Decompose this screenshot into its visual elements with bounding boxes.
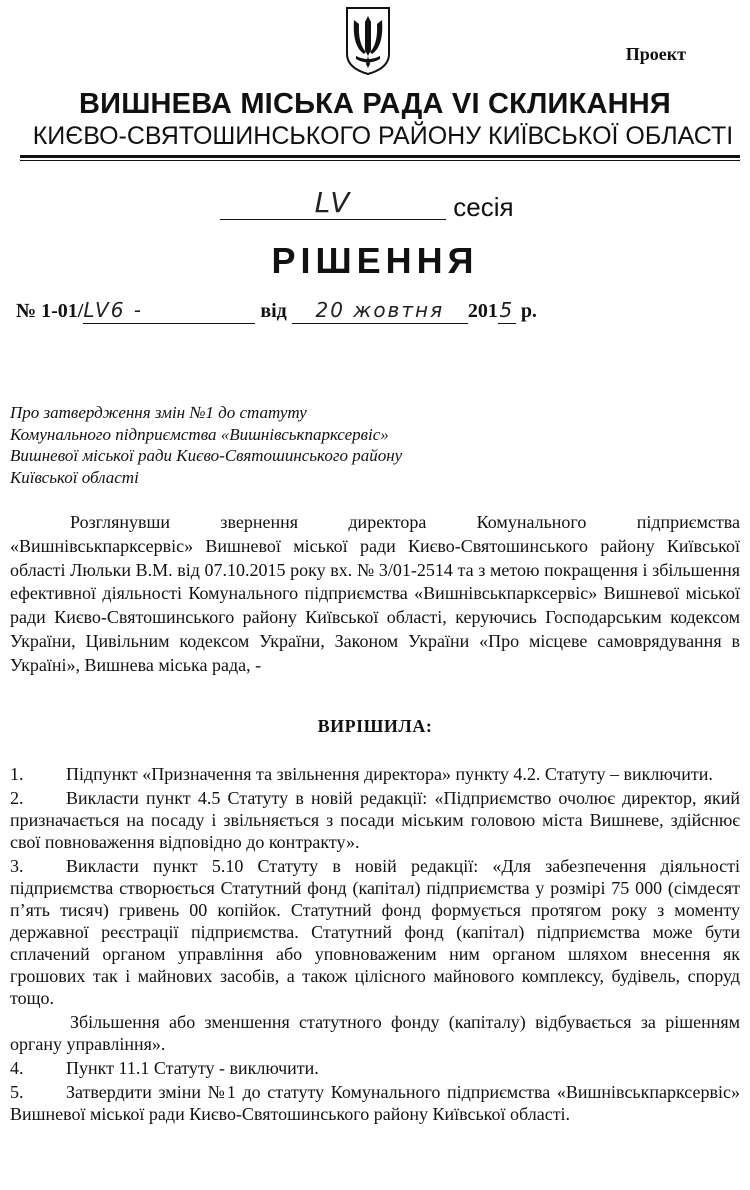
session-label: сесія xyxy=(453,192,514,222)
list-item xyxy=(10,1057,740,1079)
draft-label: Проект xyxy=(625,44,686,64)
decree-number-field xyxy=(83,298,255,324)
decree-number-line xyxy=(16,298,537,324)
item-number: 3. xyxy=(10,856,24,876)
session-line xyxy=(220,186,514,224)
item-number: 5. xyxy=(10,1082,24,1102)
decree-year-suffix: р. xyxy=(520,300,537,322)
list-item xyxy=(10,787,740,853)
decree-date-field xyxy=(292,298,468,324)
session-number-field xyxy=(220,186,446,220)
item-number: 1. xyxy=(10,764,24,784)
decree-year-prefix: 201 xyxy=(467,300,498,322)
decision-items xyxy=(10,763,740,1125)
decree-date-prefix: від xyxy=(260,300,287,322)
district-title: КИЄВО-СВЯТОШИНСЬКОГО РАЙОНУ КИЇВСЬКОЇ ОБЛАСТІ xyxy=(32,122,734,150)
document-title: РІШЕННЯ xyxy=(271,240,479,281)
decree-year-field xyxy=(498,298,516,324)
decree-number-prefix: № 1-01/ xyxy=(16,300,84,322)
item-text: Підпункт «Призначення та звільнення директора» пункту 4.2. Статуту – виключити. xyxy=(66,764,713,784)
list-item xyxy=(10,1081,740,1125)
session-number: LV xyxy=(314,186,352,219)
intro-text: Розглянувши звернення директора Комунального підприємства «Вишнівськпарксервіс» Вишневої міської ради Києво-Святошинського району Київської області Люльки В.М. від 07.10.2015 року вх. № 3/01-2514 та з метою покращення і збільшення ефективної діяльності Комунального підприємства «Вишнівськпарксервіс» Вишневої міської ради Києво-Святошинського району Київської області, керуючись Господарським кодексом України, Цивільним кодексом України, Законом України «Про місцеве самоврядування в Україні», Вишнева міська рада, - xyxy=(10,512,740,675)
item-text: Пункт 11.1 Статуту - виключити. xyxy=(66,1058,319,1078)
subject-line: Про затвердження змін №1 до статуту xyxy=(10,403,307,422)
subject-line: Київської області xyxy=(10,467,139,487)
coat-of-arms-icon xyxy=(344,6,392,76)
header-rule-thin xyxy=(20,160,740,161)
item-number: 4. xyxy=(10,1058,24,1078)
resolved-heading: ВИРІШИЛА: xyxy=(317,716,433,736)
list-item-continuation xyxy=(10,1011,740,1055)
list-item xyxy=(10,855,740,1009)
intro-paragraph xyxy=(10,511,740,678)
decree-number-value: LV6 - xyxy=(83,298,143,322)
council-title: ВИШНЕВА МІСЬКА РАДА VI СКЛИКАННЯ xyxy=(79,88,671,120)
header-rule-thick xyxy=(20,155,740,158)
subject-line: Комунального підприємства «Вишнівськпарксервіс» xyxy=(10,424,389,444)
item-text: Збільшення або зменшення статутного фонду (капіталу) відбувається за рішенням органу управління». xyxy=(10,1012,740,1054)
decree-date-value: 20 жовтня xyxy=(315,298,445,322)
decision-subject xyxy=(10,402,402,488)
item-text: Затвердити зміни №1 до статуту Комунального підприємства «Вишнівськпарксервіс» Вишневої міської ради Києво-Святошинського району Київської області. xyxy=(10,1082,740,1124)
item-number: 2. xyxy=(10,788,24,808)
item-text: Викласти пункт 5.10 Статуту в новій редакції: «Для забезпечення діяльності підприємства створюється Статутний фонд (капітал) підприємства у розмірі 75 000 (сімдесят п’ять тисяч) гривень 00 копійок. Статутний фонд формується протягом року з моменту державної реєстрації підприємства. Статутний фонд (капітал) підприємства може бути сплачений органом управління або уповноваженим ним органом шляхом внесення як грошових так і майнових засобів, а також цілісного майнового комплексу, будівель, споруд тощо. xyxy=(10,856,740,1008)
list-item xyxy=(10,763,740,785)
subject-line: Вишневої міської ради Києво-Святошинського району xyxy=(10,446,403,465)
decree-year-digit: 5 xyxy=(499,298,515,322)
item-text: Викласти пункт 4.5 Статуту в новій редакції: «Підприємство очолює директор, який призначається на посаду і звільняється з посади міським головою міста Вишневе, здійснює свої повноваження відповідно до контракту». xyxy=(10,788,740,852)
